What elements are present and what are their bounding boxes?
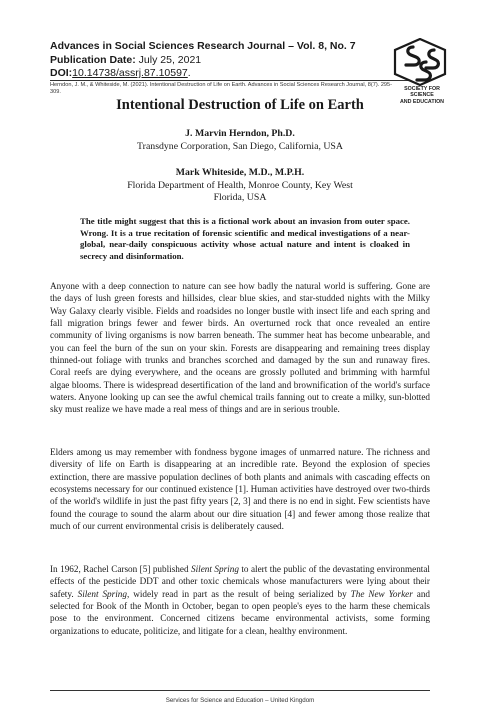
body-paragraph-1: Anyone with a deep connection to nature can see how badly the natural world is suffering. Gone are the days of lush green forests and hillsides, clear blue skies, and star-studded nights with the Milky Way Galaxy clearly visible. Fields and roadsides no longer bustle with insect life and each spring and fall migration brings fewer and fewer birds. An overturned rock that once revealed an entire community of living organisms is now barren beneath. The summer heat has become unbearable, and you can feel the burn of the sun on your skin. Forests are disappearing and remaining trees display thinned-out foliage with trunks and branches scorched and damaged by the sun and runaway fires. Coral reefs are dying everywhere, and the oceans are grossly polluted and brimming with harmful algae blooms. There is widespread desertification of the land and brownification of the world's surface waters. Anyone looking up can see the awful chemical trails fanning out to create a milky, sun-blotted sky must realize we have made a real mess of things and are in serious trouble. (50, 281, 430, 415)
author-1-affiliation: Transdyne Corporation, San Diego, California, USA (137, 140, 343, 152)
journal-volume-line: Advances in Social Sciences Research Journal – Vol. 8, No. 7 (50, 40, 356, 52)
para3-book-title-2: Silent Spring (77, 588, 127, 599)
author-block-2 (50, 167, 430, 205)
para3-text-c: to alert the public of the devastating environmental effects of the pesticide DDT and other toxic chemicals whose manufacturers were lying about their safety. (50, 564, 430, 599)
doi-label: DOI: (50, 67, 73, 79)
citation-text: Herndon, J. M., & Whiteside, M. (2021). Intentional Destruction of Life on Earth. Advances in Social Sciences Research Journal, 8(7). 295-309. (50, 82, 393, 96)
publication-date-value: July 25, 2021 (135, 53, 202, 66)
author-block-1 (50, 128, 430, 153)
para3-text-a: In 1962, Rachel Carson [5] published (50, 564, 192, 574)
journal-header (50, 40, 390, 81)
body-paragraph-3 (50, 563, 430, 637)
author-1-name: J. Marvin Herndon, Ph.D. (185, 128, 295, 139)
society-s-cube-logo-icon (393, 38, 447, 86)
author-2-name: Mark Whiteside, M.D., M.P.H. (175, 167, 305, 178)
doi-suffix: . (187, 67, 191, 79)
publication-date-label: Publication Date: (50, 53, 136, 66)
logo-caption-line2: AND EDUCATION (399, 98, 445, 105)
footer-divider (50, 690, 430, 691)
body-paragraph-2: Elders among us may remember with fondness bygone images of unmarred nature. The richness and diversity of life on Earth is disappearing at an incredible rate. Beyond the explosion of species extinction, there are massive population declines of both plants and animals with cascading effects on ecosystems necessary for our continued existence [1]. Human activities have destroyed over two-thirds of the world's wildlife in just the past fifty years [2, 3] and there is no end in sight. Few scientists have found the courage to sound the alarm about our dire situation [4] and fewer among those realize that much of our current environmental crisis is deliberately caused. (50, 447, 430, 532)
author-2-affiliation-line2: Florida, USA (213, 192, 267, 203)
abstract: The title might suggest that this is a fictional work about an invasion from outer space. Wrong. It is a true recitation of forensic scientific and medical investigations of a near-global, near-daily conspicuous activity whose actual nature and intent is cloaked in secrecy and disinformation. (80, 216, 410, 261)
author-2-affiliation-line1: Florida Department of Health, Monroe County, Key West (127, 179, 353, 191)
publication-date-line (50, 54, 390, 68)
header-divider (50, 80, 430, 81)
doi-line (50, 67, 390, 81)
para3-text-e: , widely read in part as the result of being serialized by (126, 588, 351, 599)
article-title: Intentional Destruction of Life on Earth (116, 97, 364, 113)
page-footer: Services for Science and Education – United Kingdom (165, 697, 315, 704)
para3-magazine-title: The New Yorker (350, 588, 413, 599)
para3-text-g: and selected for Book of the Month in October, began to open people's eyes to the harm these chemicals pose to the environment. Concerned citizens became environmental activists, some forming organizations to educate, politicize, and litigate for a clean, healthy environment. (50, 588, 431, 636)
logo-caption-line1: SOCIETY FOR SCIENCE (404, 86, 440, 99)
doi-link[interactable]: 10.14738/assrj.87.10597 (72, 67, 188, 79)
para3-book-title-1: Silent Spring (191, 564, 239, 574)
